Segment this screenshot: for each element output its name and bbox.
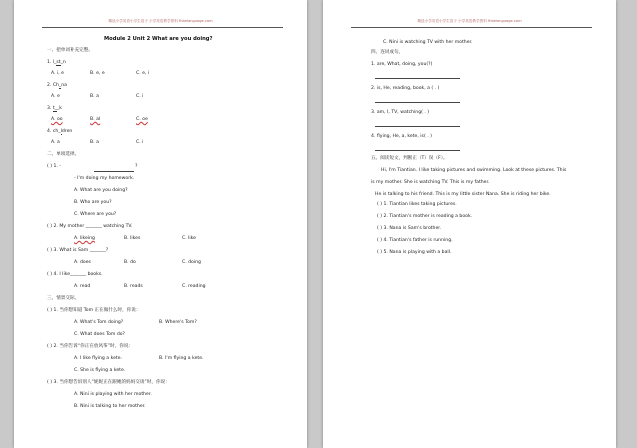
s1-option-a: A. What's Tom doing?: [74, 320, 124, 325]
judge-item-1: ( ) 1. Tiantian likes taking pictures.: [377, 202, 457, 207]
sentence-1-words: 1. are, What, doing, you(?): [371, 62, 433, 67]
q3-option-a: A. oo: [51, 117, 63, 122]
s1-option-c: C. What does Tom do?: [74, 332, 125, 337]
q4-option-b: B. a: [90, 140, 99, 145]
sentence-2-words: 2. is, He, reading, book, a ( . ): [371, 86, 440, 91]
s2-option-c: C. She is flying a kete.: [74, 368, 126, 373]
q4-option-c: C. i: [136, 140, 144, 145]
m4-option-b: B. reads: [124, 284, 143, 289]
q1-option-a: A. i, e: [51, 71, 65, 76]
section-4-heading: 四、连词成句。: [371, 50, 404, 55]
judge-item-3: ( ) 3. Nana is Sam's brother.: [377, 226, 442, 231]
page-header-note: 精选小学英语小学生卷子 小学英语教学资料 fhbelanguage.com: [417, 19, 522, 23]
judge-item-2: ( ) 2. Tiantian's mother is reading a book.: [377, 214, 473, 219]
sentence-3-answer-line: [375, 126, 460, 127]
m4-option-c: C. reading: [182, 284, 206, 289]
q2-stem: 2. Ch_na: [47, 83, 67, 88]
m1-option-b: B. Who are you?: [74, 200, 112, 205]
m2-option-c: C. like: [182, 236, 197, 241]
m2-option-a: A. likeing: [74, 236, 95, 241]
m1-answer-blank: [94, 171, 134, 172]
s2-stem: ( ) 2. 当你告诉“你正在放风筝”时，你说：: [47, 344, 134, 349]
m1-option-a: A. What are you doing?: [74, 188, 128, 193]
judge-item-4: ( ) 4. Tiantian's father is running.: [377, 238, 453, 243]
s3-option-a: A. Nini is playing with her mother.: [74, 392, 152, 397]
m4-option-a: A. read: [74, 284, 91, 289]
s3-option-b: B. Nini is talking to her mother.: [74, 404, 146, 409]
m3-stem: ( ) 3. What is Sam _______?: [47, 248, 109, 253]
section-5-heading: 五、阅读短文，判断正（T）误（F）。: [371, 156, 448, 161]
worksheet-title: Module 2 Unit 2 What are you doing?: [104, 36, 213, 42]
m1-option-c: C. Where are you?: [74, 212, 117, 217]
m2-stem: ( ) 2. My mother _______ watching TV.: [47, 224, 133, 229]
q2-option-a: A. e: [51, 94, 60, 99]
sentence-1-answer-line: [375, 78, 460, 79]
m3-option-b: B. do: [124, 260, 136, 265]
passage-line-3: He is talking to his friend. This is my little sister Nana. She is riding her bike.: [375, 192, 551, 197]
s3-stem: ( ) 3. 当你想告诉别人“妮妮正在跟她的妈妈交谈”时，你说：: [47, 380, 170, 385]
sentence-4-words: 4. flying, He, a, kete, is( . ): [371, 134, 432, 139]
sentence-3-words: 3. am, I, TV, watching( . ): [371, 110, 430, 115]
page-header-note: 精选小学英语小学生卷子 小学英语教学资料 fhbelanguage.com: [108, 19, 213, 23]
q3-stem: 3. t__k: [47, 106, 62, 111]
header-rule: [351, 27, 592, 28]
passage-line-1: Hi, I'm Tiantian. I like taking pictures and swimming. Look at these pictures. This: [381, 168, 567, 173]
q4-stem: 4. ch_ldren: [47, 129, 73, 134]
q1-option-c: C. e, i: [136, 71, 150, 76]
sentence-2-answer-line: [375, 102, 460, 103]
sentence-4-answer-line: [375, 150, 460, 151]
s2-option-b: B. I'm flying a kete.: [159, 356, 204, 361]
q1-option-b: B. e, e: [90, 71, 105, 76]
s3-option-c: C. Nini is watching TV with her mother.: [383, 40, 473, 45]
section-1-heading: 一、把单词补充完整。: [47, 48, 93, 53]
q4-option-a: A. a: [51, 140, 60, 145]
q2-option-c: C. i: [136, 94, 144, 99]
q3-option-c: C. oe: [136, 117, 148, 122]
m2-option-b: B. likes: [124, 236, 141, 241]
m1-question-mark: ?: [135, 164, 138, 169]
m1-number: ( ) 1. -: [47, 164, 62, 169]
document-page-right: [323, 0, 616, 448]
document-page-left: [14, 0, 307, 448]
m1-response: - I'm doing my homework.: [74, 176, 135, 181]
section-2-heading: 二、单项选择。: [47, 152, 80, 157]
q2-option-b: B. a: [90, 94, 99, 99]
judge-item-5: ( ) 5. Nana is playing with a ball.: [377, 250, 452, 255]
s2-option-a: A. I like flying a kete.: [74, 356, 122, 361]
q3-option-b: B. al: [90, 117, 101, 122]
m4-stem: ( ) 4. I like_______ books.: [47, 272, 103, 277]
m3-option-a: A. does: [74, 260, 91, 265]
s1-option-b: B. Where's Tom?: [159, 320, 197, 325]
s1-stem: ( ) 1. 当你想知道 Tom 正在做什么时，你说：: [47, 308, 141, 313]
q1-stem: 1. l_st_n: [47, 60, 66, 65]
section-3-heading: 三、情景交际。: [47, 296, 80, 301]
m3-option-c: C. doing: [182, 260, 201, 265]
header-rule: [42, 27, 283, 28]
passage-line-2: is my mother. She is watching TV. This is my father.: [371, 180, 490, 185]
